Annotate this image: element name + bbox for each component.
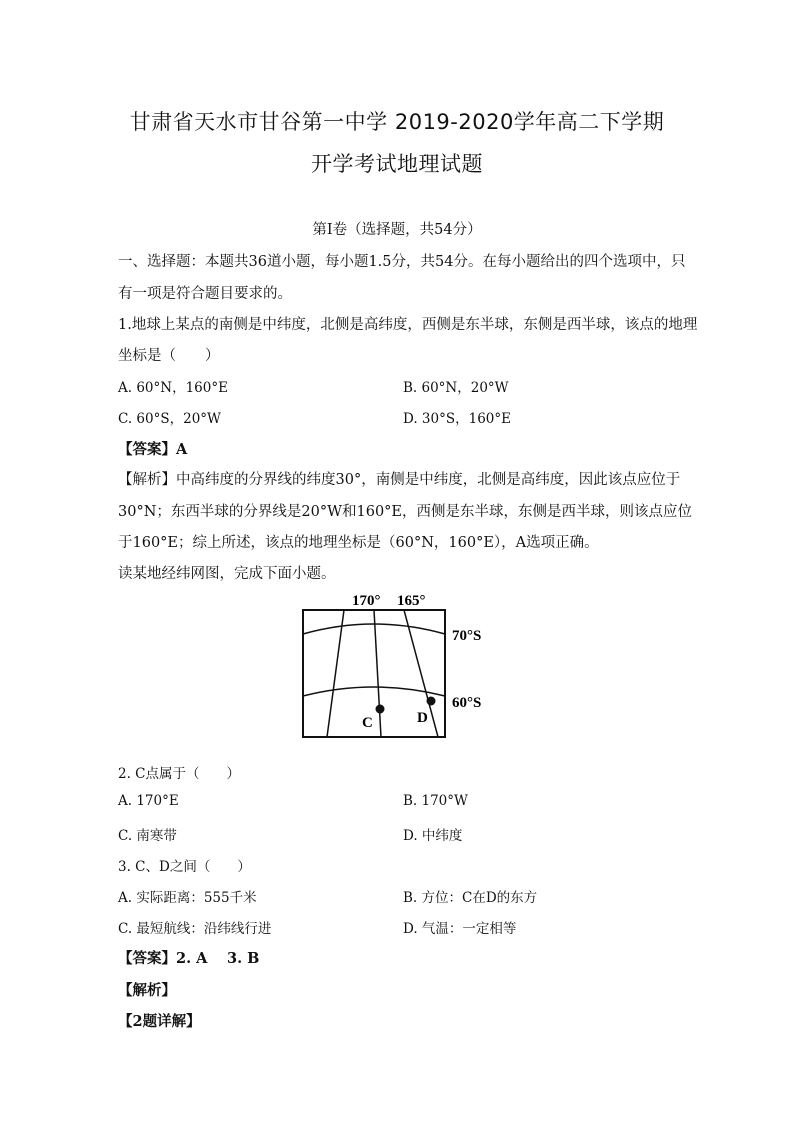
- q1-analysis-line3: 于160°E；综上所述，该点的地理坐标是（60°N，160°E），A选项正确。: [118, 535, 599, 551]
- q3-option-a: A. 实际距离：555千米: [118, 890, 257, 906]
- q3-option-d: D. 气温：一定相等: [403, 921, 517, 937]
- meridian-left: [327, 610, 344, 737]
- q1-analysis-line2: 30°N；东西半球的分界线是20°W和160°E，西侧是东半球，东侧是西半球，则该点应位: [118, 504, 693, 520]
- point-c-dot: [376, 705, 385, 714]
- q1-option-a: A. 60°N，160°E: [118, 380, 228, 396]
- section-heading: 第Ⅰ卷（选择题，共54分）: [312, 222, 482, 238]
- q3-option-b: B. 方位：C在D的东方: [403, 890, 538, 906]
- label-lon-165: 165°: [397, 593, 426, 609]
- q2-stem: 2. C点属于（ ）: [118, 766, 241, 782]
- instructions-line2: 有一项是符合题目要求的。: [118, 286, 292, 302]
- q1-answer: 【答案】A: [118, 441, 188, 458]
- label-lat-60s: 60°S: [452, 695, 482, 711]
- label-point-d: D: [417, 710, 428, 726]
- q3-option-c: C. 最短航线：沿纬线行进: [118, 921, 272, 937]
- label-lat-70s: 70°S: [452, 628, 482, 644]
- instructions-line1: 一、选择题：本题共36道小题，每小题1.5分，共54分。在每小题给出的四个选项中，只: [118, 254, 686, 270]
- q1-option-b: B. 60°N，20°W: [403, 380, 509, 396]
- parallel-70s: [303, 624, 445, 634]
- q2-option-a: A. 170°E: [118, 793, 179, 809]
- q1-option-d: D. 30°S，160°E: [403, 411, 511, 427]
- q2-option-c: C. 南寒带: [118, 828, 177, 844]
- analysis-label: 【解析】: [118, 982, 176, 999]
- map-intro: 读某地经纬网图，完成下面小题。: [118, 566, 336, 582]
- q1-analysis-line1: 【解析】中高纬度的分界线的纬度30°，南侧是中纬度，北侧是高纬度，因此该点应位于: [118, 472, 681, 488]
- q2-option-d: D. 中纬度: [403, 828, 463, 844]
- q23-answer: 【答案】2. A 3. B: [118, 950, 260, 967]
- meridian-170: [374, 610, 381, 737]
- q1-stem-line1: 1.地球上某点的南侧是中纬度，北侧是高纬度，西侧是东半球，东侧是西半球，该点的地理: [118, 317, 698, 333]
- label-point-c: C: [362, 715, 373, 731]
- document-title-line1: 甘肃省天水市甘谷第一中学 2019-2020学年高二下学期: [129, 110, 665, 134]
- q3-stem: 3. C、D之间（ ）: [118, 859, 251, 875]
- graticule-map: [290, 586, 520, 746]
- document-title-line2: 开学考试地理试题: [311, 152, 483, 176]
- label-lon-170: 170°: [352, 593, 381, 609]
- point-d-dot: [427, 697, 436, 706]
- parallel-60s: [303, 687, 445, 696]
- q1-option-c: C. 60°S，20°W: [118, 411, 221, 427]
- q2-detail-label: 【2题详解】: [118, 1013, 201, 1030]
- q2-option-b: B. 170°W: [403, 793, 468, 809]
- q1-stem-line2: 坐标是（ ）: [118, 348, 220, 364]
